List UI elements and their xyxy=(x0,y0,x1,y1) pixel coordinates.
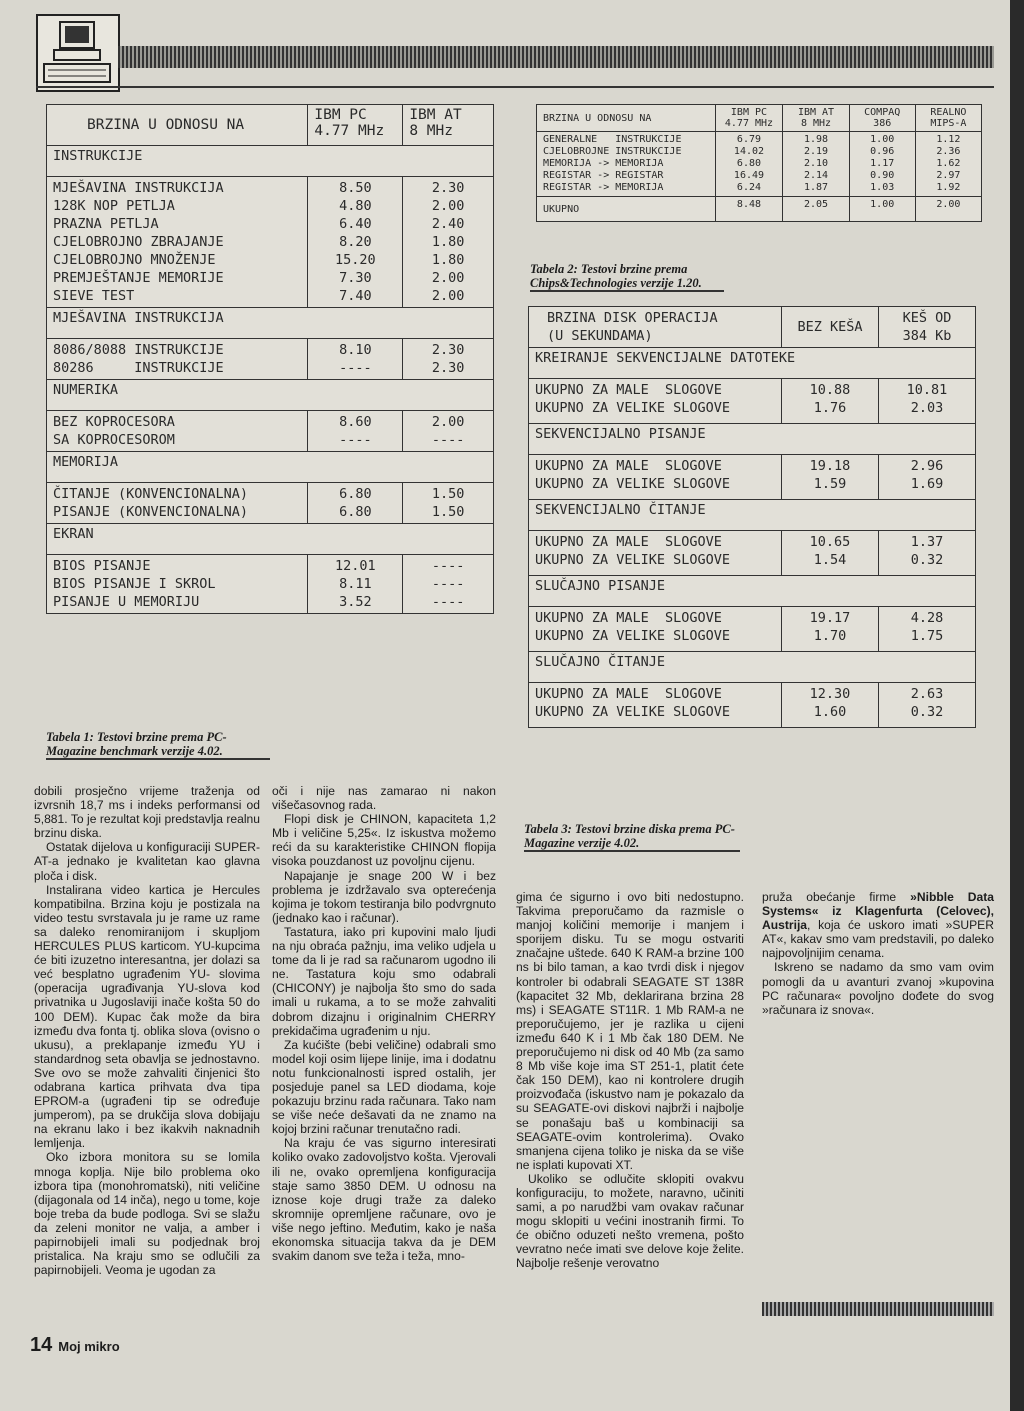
table3-group-title: SLUČAJNO PISANJE xyxy=(529,576,976,607)
table3-rows: UKUPNO ZA MALE SLOGOVE UKUPNO ZA VELIKE SLOGOVE xyxy=(529,683,782,728)
paragraph: Ukoliko se odlučite sklopiti ovakvu konfiguraciju, to možete, naravno, učiniti sami, a po narudžbi vam ovakav računar mogu sklopiti u većini inostranih firmi. To će obično oduzeti nešto vremena, pošto vevratno neće imati sve delove koje želite. Najbolje rešenje verovatno xyxy=(516,1171,744,1271)
table3-values-no-cache: 19.17 1.70 xyxy=(782,607,879,652)
paragraph: Oko izbora monitora su se lomila mnoga koplja. Nije bilo problema oko izbora tipa (monohromatski), niti veličine (dijagonala od 14 inča), nego u tome, koje boje treba da bude podloga. Svi se slažu da zeleni monitor ne valja, a amber i papirnobijeli imali su podjednak broj pristalica. Na kraju smo se odlučili za papirnobijeli. Veoma je ugodan za xyxy=(34,1150,260,1278)
article-column-2 xyxy=(272,784,496,1263)
table3-values-cache: 10.81 2.03 xyxy=(879,379,976,424)
table1-section-memorija: MEMORIJA xyxy=(47,452,494,483)
table1-section-ekran: EKRAN xyxy=(47,524,494,555)
table2-total-label: UKUPNO xyxy=(537,197,716,222)
page-footer xyxy=(30,1334,120,1357)
table3-col-heading: BRZINA DISK OPERACIJA (U SEKUNDAMA) xyxy=(529,307,782,348)
table2-values-pc: 6.79 14.02 6.80 16.49 6.24 xyxy=(715,132,783,197)
table2-values-at: 1.98 2.19 2.10 2.14 1.87 xyxy=(783,132,849,197)
paragraph: oči i nije nas zamarao ni nakon višečasovnog rada. xyxy=(272,784,496,813)
table3-group-title: SEKVENCIJALNO PISANJE xyxy=(529,424,976,455)
page-edge xyxy=(1010,0,1024,1411)
table3-values-no-cache: 12.30 1.60 xyxy=(782,683,879,728)
table1-values-pc: 8.60 ---- xyxy=(308,411,403,452)
paragraph: Ostatak dijelova u konfiguraciji SUPER-AT-a jednako je kvalitetan kao glavna ploča i disk. xyxy=(34,840,260,883)
table2-total-pc: 8.48 xyxy=(715,197,783,222)
table3-col-no-cache: BEZ KEŠA xyxy=(782,307,879,348)
paragraph: dobili prosječno vrijeme traženja od izvrsnih 18,7 ms i indeks performansi od 5,881. To je rezultat koji predstavlja realnu brzinu diska. xyxy=(34,784,260,841)
table1-rows: BEZ KOPROCESORA SA KOPROCESOROM xyxy=(47,411,308,452)
table-3-disk-speed xyxy=(528,306,976,728)
paragraph: Instalirana video kartica je Hercules kompatibilna. Brzina koju je postizala na video testu svrstavala ju je rame uz rame sa daleko renomiranijom i skupljom HERCULES PLUS karticom. YU-kupcima će biti izuzetno interesantna, jer dolazi sa već besplatno ugrađenim YU- slovima (operacija ugrađivanja YU-slova kod privatnika u Jugoslaviji inače košta 50 do 100 DEM). Kupac čak može da bira između dva fonta tj. oblika slova (ovisno o ukusu), a preklapanje između YU i standardnog seta obavlja se jednostavno. Sve ovo se može zahvaliti činjenici što odabrana kartica prihvata dva tipa EPROM-a (ugrađeni tip se određuje jumperom), pa se drukčija slova dobijaju na ekranu lako i bez ikakvih naknadnih lemljenja. xyxy=(34,882,260,1151)
table3-values-cache: 1.37 0.32 xyxy=(879,531,976,576)
table2-values-compaq: 1.00 0.96 1.17 0.90 1.03 xyxy=(849,132,915,197)
table3-caption: Tabela 3: Testovi brzine diska prema PC-Magazine verzije 4.02. xyxy=(524,822,740,852)
paragraph xyxy=(762,890,994,960)
table1-values-pc: 12.01 8.11 3.52 xyxy=(308,555,403,614)
paragraph: gima će sigurno i ovo biti nedostupno. Takvima preporučamo da razmisle o manjoj količini memorije i manjem i sporijem disku. Tu se mogu ostvariti značajne uštede. 640 K RAM-a brzine 100 ns bi bilo taman, a kao tvrdi disk i njegov kontroler bi odabrali SEAGATE ST 138R (kapacitet 32 Mb, deklarirana brzina 28 ms) i SEAGATE ST11R. 1 Mb RAM-a ne preporučujemo, jer je razlika u cijeni između 640 K i 1 Mb čak 180 DEM. Ne preporučujemo ni disk od 40 Mb (za samo 8 Mb više koje ima ST 251-1, platit ćete čak 150 DEM), kao ni kontrolere drugih proizvođača (iskustvo nam je pokazalo da su SEAGATE-ovi diskovi najbrži i najbolje se ponašaju baš u kombinaciji sa SEAGATE-ovim kontrolerima). Ovako smanjena cijena toliko je niska da se više ne isplati kupovati XT. xyxy=(516,890,744,1172)
table2-total-at: 2.05 xyxy=(783,197,849,222)
table3-col-cache: KEŠ OD 384 Kb xyxy=(879,307,976,348)
article-column-3 xyxy=(516,890,744,1271)
page-number: 14 xyxy=(30,1334,53,1356)
column-end-rule xyxy=(762,1302,994,1316)
header-rule xyxy=(36,86,994,88)
table1-col-ibm-at: IBM AT 8 MHz xyxy=(403,105,494,146)
table1-col-heading: BRZINA U ODNOSU NA xyxy=(47,105,308,146)
table2-caption: Tabela 2: Testovi brzine prema Chips&Technologies verzije 1.20. xyxy=(530,262,724,292)
table1-values-pc: 8.50 4.80 6.40 8.20 15.20 7.30 7.40 xyxy=(308,177,403,308)
paragraph: Iskreno se nadamo da smo vam ovim pomogli da u avanturi zvanoj »kupovina PC računara« povoljno dođete do svog »računara iz snova«. xyxy=(762,960,994,1017)
table-2-chips-technologies xyxy=(536,104,982,222)
table1-values-at: 2.00 ---- xyxy=(403,411,494,452)
paragraph: Za kućište (bebi veličine) odabrali smo model koji osim lijepe linije, ima i dodatnu notu funkcionalnosti ispred ostalih, jer posjeduje panel sa LED diodama, koje pokazuju brzinu rada računara. Tako nam se više neće dešavati da ne znamo na kojoj brzini računar trenutačno radi. xyxy=(272,1037,496,1137)
table1-values-at: 2.30 2.30 xyxy=(403,339,494,380)
article-column-1 xyxy=(34,784,260,1277)
table3-group-title: SEKVENCIJALNO ČITANJE xyxy=(529,500,976,531)
table1-section-instrukcije: INSTRUKCIJE xyxy=(47,146,494,177)
table1-values-at: 1.50 1.50 xyxy=(403,483,494,524)
table3-rows: UKUPNO ZA MALE SLOGOVE UKUPNO ZA VELIKE SLOGOVE xyxy=(529,455,782,500)
table2-col-at: IBM AT 8 MHz xyxy=(783,105,849,132)
table3-values-no-cache: 10.88 1.76 xyxy=(782,379,879,424)
header-bar xyxy=(118,46,994,68)
table2-col-real: REALNO MIPS-A xyxy=(915,105,981,132)
table3-group-title: KREIRANJE SEKVENCIJALNE DATOTEKE xyxy=(529,348,976,379)
table3-rows: UKUPNO ZA MALE SLOGOVE UKUPNO ZA VELIKE SLOGOVE xyxy=(529,531,782,576)
text-span: pruža obećanje firme xyxy=(762,890,911,904)
table2-rows: GENERALNE INSTRUKCIJE CJELOBROJNE INSTRUKCIJE MEMORIJA -> MEMORIJA REGISTAR -> REGISTAR REGISTAR -> MEMORIJA xyxy=(537,132,716,197)
computer-icon xyxy=(36,14,120,92)
table3-rows: UKUPNO ZA MALE SLOGOVE UKUPNO ZA VELIKE SLOGOVE xyxy=(529,607,782,652)
table1-values-pc: 8.10 ---- xyxy=(308,339,403,380)
magazine-name: Moj mikro xyxy=(58,1339,120,1354)
table1-rows: ČITANJE (KONVENCIONALNA) PISANJE (KONVENCIONALNA) xyxy=(47,483,308,524)
paragraph: Napajanje je snage 200 W i bez problema je izdržavalo sva opterećenja kojima je tokom testiranja bilo podvrgnuto (jednako kao i računar). xyxy=(272,868,496,925)
table1-values-pc: 6.80 6.80 xyxy=(308,483,403,524)
table-1-cpu-speed xyxy=(46,104,494,614)
article-column-4 xyxy=(762,890,994,1017)
text-span: , koja će uskoro imati »SUPER AT«, kakav smo vam predstavili, po daleko najpovoljnijim cenama. xyxy=(762,918,994,961)
paragraph: Tastatura, iako pri kupovini malo ljudi na nju obraća pažnju, ima veliko udjela u tome da li je rad sa računarom ugodno ili ne. Tastatura koju smo odabrali (CHICONY) je najbolja što smo do sada imali u rukama, a to se može zahvaliti dobrom dizajnu i originalnim CHERRY prekidačima ugrađenim u nju. xyxy=(272,924,496,1038)
table1-rows: BIOS PISANJE BIOS PISANJE I SKROL PISANJE U MEMORIJU xyxy=(47,555,308,614)
table2-col-compaq: COMPAQ 386 xyxy=(849,105,915,132)
table1-col-ibm-pc: IBM PC 4.77 MHz xyxy=(308,105,403,146)
table2-values-real: 1.12 2.36 1.62 2.97 1.92 xyxy=(915,132,981,197)
table1-values-at: ---- ---- ---- xyxy=(403,555,494,614)
table3-values-no-cache: 10.65 1.54 xyxy=(782,531,879,576)
table3-values-cache: 2.63 0.32 xyxy=(879,683,976,728)
paragraph: Na kraju će vas sigurno interesirati koliko ovako zadovoljstvo košta. Vjerovali ili ne, ovako opremljena konfiguracija staje samo 3850 DEM. U odnosu na iznose koje drugi traže za daleko skromnije opremljene računare, ovo je više nego jeftino. Međutim, kako je naša ekonomska situacija takva da je DEM svakim danom sve teža i teža, mno- xyxy=(272,1136,496,1264)
table1-caption: Tabela 1: Testovi brzine prema PC-Magazine benchmark verzije 4.02. xyxy=(46,730,270,760)
table3-values-cache: 2.96 1.69 xyxy=(879,455,976,500)
table3-values-cache: 4.28 1.75 xyxy=(879,607,976,652)
paragraph: Flopi disk je CHINON, kapaciteta 1,2 Mb i veličine 5,25«. Iz iskustva možemo reći da su karakteristike CHINON flopija visoka pouzdanost uz povoljnu cijenu. xyxy=(272,812,496,869)
table2-col-heading: BRZINA U ODNOSU NA xyxy=(537,105,716,132)
table1-section-numerika: NUMERIKA xyxy=(47,380,494,411)
table2-col-pc: IBM PC 4.77 MHz xyxy=(715,105,783,132)
table1-rows: 8086/8088 INSTRUKCIJE 80286 INSTRUKCIJE xyxy=(47,339,308,380)
company-name: »Nibble Data Systems« iz Klagenfurta (Celovec), Austrija xyxy=(762,890,994,933)
table2-total-real: 2.00 xyxy=(915,197,981,222)
table3-values-no-cache: 19.18 1.59 xyxy=(782,455,879,500)
table3-rows: UKUPNO ZA MALE SLOGOVE UKUPNO ZA VELIKE SLOGOVE xyxy=(529,379,782,424)
table1-rows: MJEŠAVINA INSTRUKCIJA 128K NOP PETLJA PRAZNA PETLJA CJELOBROJNO ZBRAJANJE CJELOBROJNO MNOŽENJE PREMJEŠTANJE MEMORIJE SIEVE TEST xyxy=(47,177,308,308)
table2-total-compaq: 1.00 xyxy=(849,197,915,222)
table1-section-mjesavina: MJEŠAVINA INSTRUKCIJA xyxy=(47,308,494,339)
table3-group-title: SLUČAJNO ČITANJE xyxy=(529,652,976,683)
table1-values-at: 2.30 2.00 2.40 1.80 1.80 2.00 2.00 xyxy=(403,177,494,308)
